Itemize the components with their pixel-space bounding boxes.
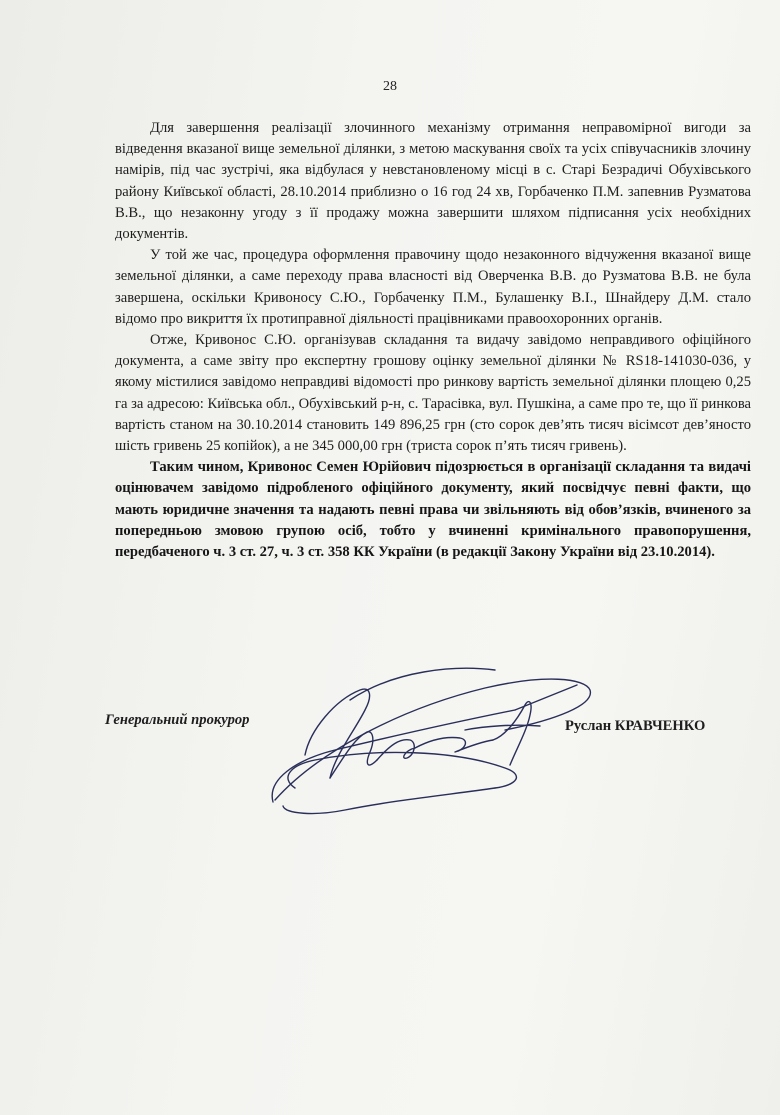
- page-number: 28: [383, 79, 397, 94]
- signatory-name: Руслан КРАВЧЕНКО: [565, 718, 706, 734]
- document-body: [115, 118, 751, 563]
- signatory-title: Генеральний прокурор: [105, 712, 250, 728]
- paragraph-conclusion: Таким чином, Кривонос Семен Юрійович підозрюється в організації складання та видачі оцінювачем завідомо підробленого офіційного документу, який посвідчує певні факти, що мають юридичне значення та надають певні права чи звільняють від обов’язків, вчиненого за попередньою змовою групою осіб, тобто у вчиненні кримінального правопорушення, передбаченого ч. 3 ст. 27, ч. 3 ст. 358 КК України (в редакції Закону України від 23.10.2014).: [115, 459, 751, 561]
- paragraph-1: Для завершення реалізації злочинного механізму отримання неправомірної вигоди за відведення вказаної вище земельної ділянки, з метою маскування своїх та усіх співучасників злочину намірів, під час зустрічі, яка відбулася у невстановленому місці в с. Старі Безрадичі Обухівського району Київської області, 28.10.2014 приблизно о 16 год 24 хв, Горбаченко П.М. запевнив Рузматова В.В., що незаконну угоду з її продажу можна завершити шляхом підписання усіх необхідних документів.: [115, 120, 751, 243]
- paragraph-2: У той же час, процедура оформлення правочину щодо незаконного відчуження вказаної вище земельної ділянки, а саме переходу права власності від Оверченка В.В. до Рузматова В.В. не була завершена, оскільки Кривоносу С.Ю., Горбаченку П.М., Булашенку В.І., Шнайдеру Д.М. стало відомо про викриття їх протиправної діяльності працівниками правоохоронних органів.: [115, 247, 751, 327]
- paragraph-3: Отже, Кривонос С.Ю. організував складання та видачу завідомо неправдивого офіційного документа, а саме звіту про експертну грошову оцінку земельної ділянки № RS18-141030-036, у якому містилися завідомо неправдиві відомості про ринкову вартість земельної ділянки площею 0,25 га за адресою: Київська обл., Обухівський р-н, с. Тарасівка, вул. Пушкіна, а саме про те, що її ринкова вартість станом на 30.10.2014 становить 149 896,25 грн (сто сорок дев’ять тисяч вісімсот дев’яносто шість гривень 25 копійок), а не 345 000,00 грн (триста сорок п’ять тисяч гривень).: [115, 332, 751, 455]
- handwritten-signature: [255, 660, 615, 820]
